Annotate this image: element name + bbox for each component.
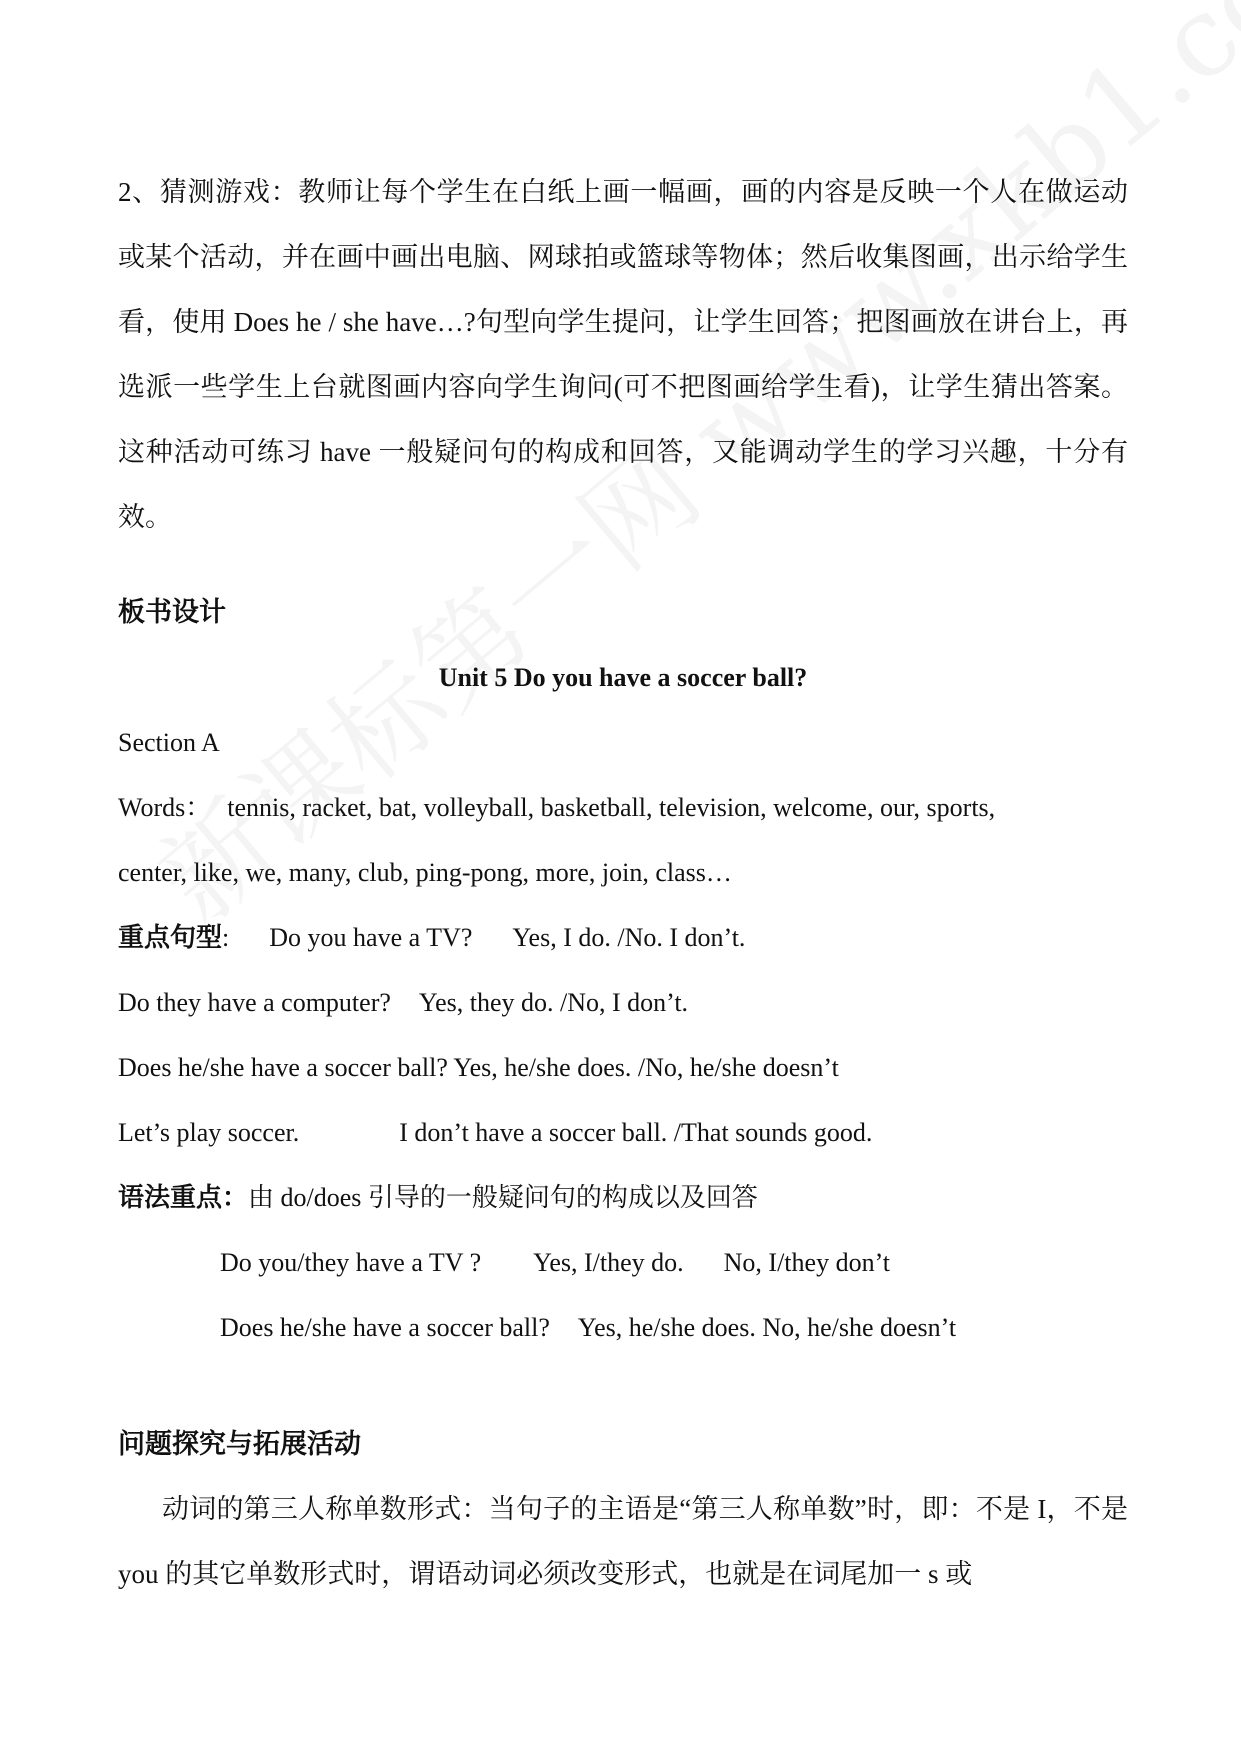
key-sentence-4 xyxy=(118,1100,1128,1165)
g2-question: Does he/she have a soccer ball? xyxy=(220,1313,550,1342)
explore-heading: 问题探究与拓展活动 xyxy=(118,1429,361,1459)
words-list-1: tennis, racket, bat, volleyball, basketball, television, welcome, our, sports, xyxy=(227,793,996,822)
words-line-1 xyxy=(118,775,1128,840)
section-label: Section A xyxy=(118,728,220,757)
explore-paragraph: 动词的第三人称单数形式：当句子的主语是“第三人称单数”时，即：不是 I，不是 you 的其它单数形式时，谓语动词必须改变形式，也就是在词尾加一 s 或 xyxy=(118,1494,1128,1589)
document-page xyxy=(118,160,1128,1607)
grammar-label: 语法重点： xyxy=(118,1183,249,1212)
words-label: Words： xyxy=(118,793,212,822)
words-line-2: center, like, we, many, club, ping-pong, more, join, class… xyxy=(118,858,732,887)
key4-answer: I don’t have a soccer ball. /That sounds good. xyxy=(399,1118,873,1147)
key-sentence-2 xyxy=(118,970,1128,1035)
key1-question: Do you have a TV? xyxy=(269,923,473,952)
grammar-example-1 xyxy=(118,1230,1128,1295)
key1-answer: Yes, I do. /No. I don’t. xyxy=(512,923,746,952)
g1-answer-no: No, I/they don’t xyxy=(723,1248,890,1277)
g1-question: Do you/they have a TV ? xyxy=(220,1248,482,1277)
board-design-heading: 板书设计 xyxy=(118,597,226,627)
key-sentence-1 xyxy=(118,905,1128,970)
grammar-text: 由 do/does 引导的一般疑问句的构成以及回答 xyxy=(248,1183,758,1212)
guessing-game-paragraph: 2、猜测游戏：教师让每个学生在白纸上画一幅画，画的内容是反映一个人在做运动或某个活动，并在画中画出电脑、网球拍或篮球等物体；然后收集图画，出示给学生看，使用 Does he / she have…?句型向学生提问，让学生回答；把图画放在讲台上，再选派一些学生上台就图画内容向学生询问(可不把图画给学生看)，让学生猜出答案。这种活动可练习 have 一般疑问句的构成和回答，又能调动学生的学习兴趣，十分有效。 xyxy=(118,177,1128,532)
g1-answer-yes: Yes, I/they do. xyxy=(533,1248,684,1277)
grammar-example-2 xyxy=(118,1295,1128,1360)
grammar-line xyxy=(118,1165,1128,1230)
key-colon: : xyxy=(222,923,230,952)
g2-answer: Yes, he/she does. No, he/she doesn’t xyxy=(577,1313,957,1342)
key-sentence-3: Does he/she have a soccer ball? Yes, he/she does. /No, he/she doesn’t xyxy=(118,1053,839,1082)
key2-question: Do they have a computer? xyxy=(118,988,391,1017)
key4-question: Let’s play soccer. xyxy=(118,1118,300,1147)
key2-answer: Yes, they do. /No, I don’t. xyxy=(418,988,689,1017)
key-sentences-label: 重点句型 xyxy=(118,923,223,952)
unit-title: Unit 5 Do you have a soccer ball? xyxy=(438,663,808,692)
